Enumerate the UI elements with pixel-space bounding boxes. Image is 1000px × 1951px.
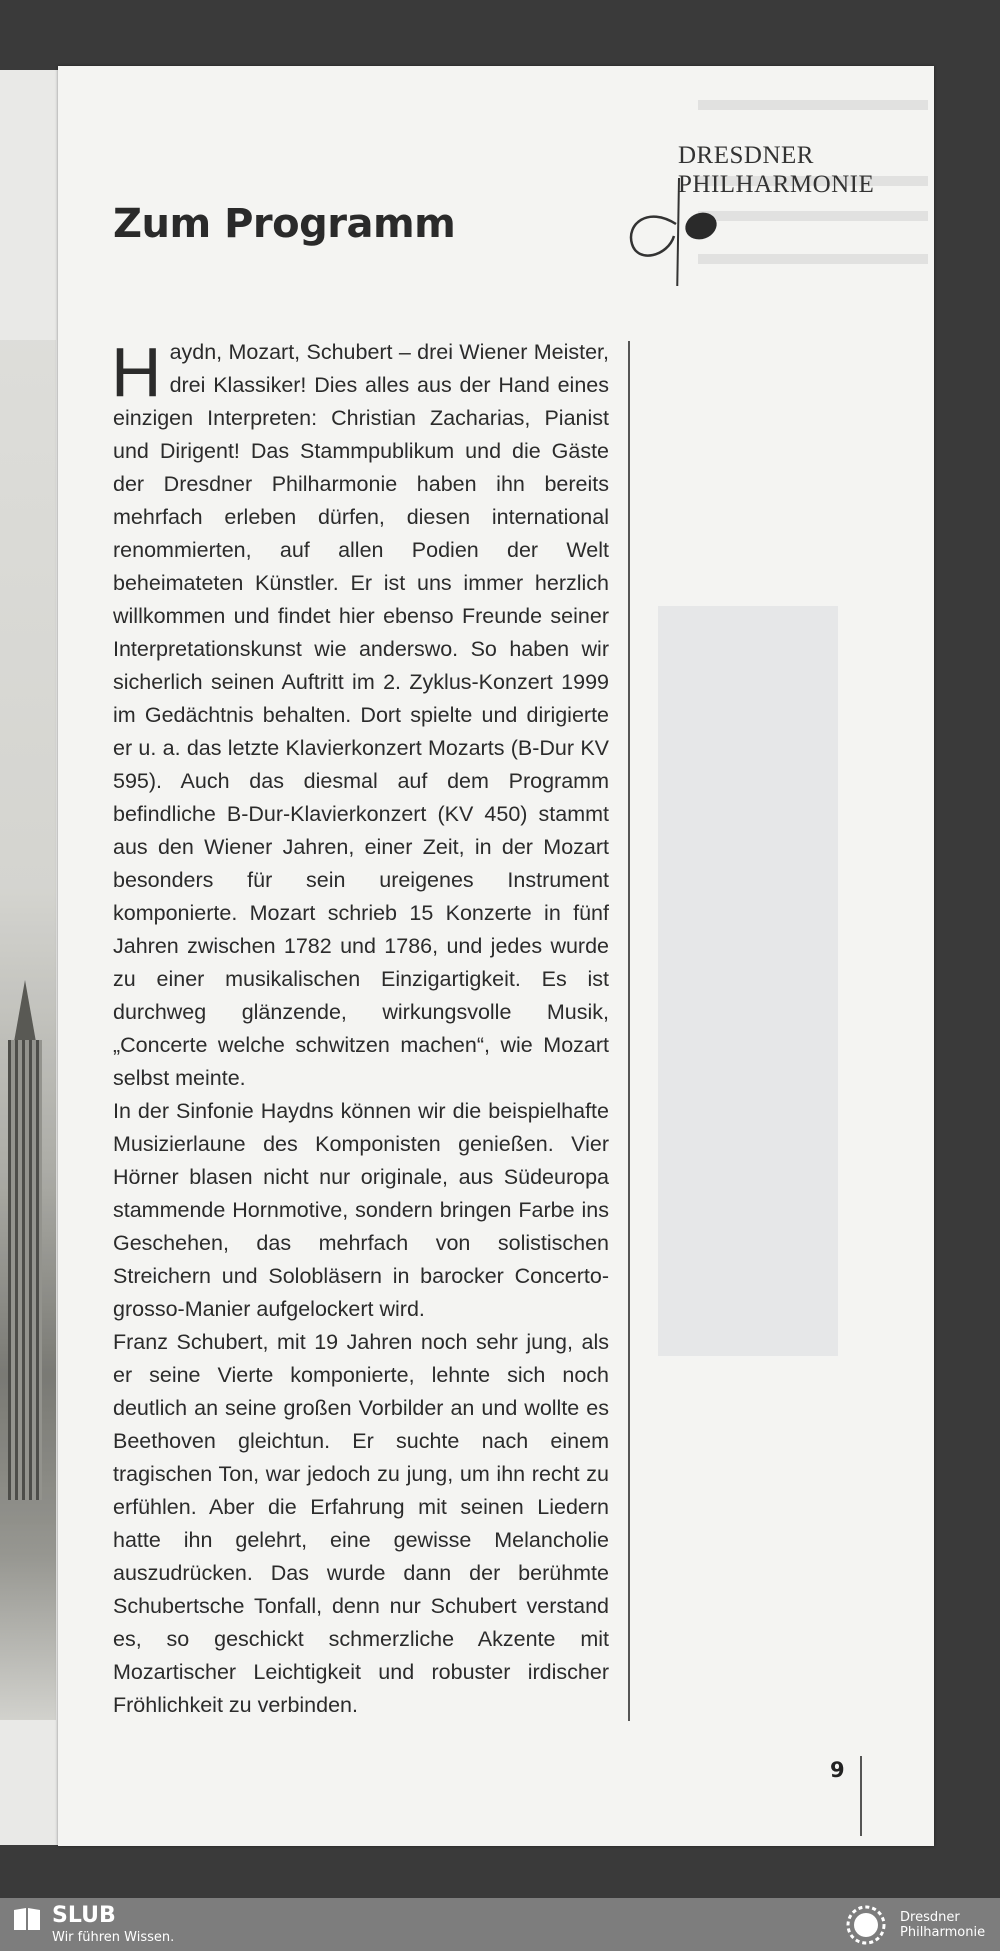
bleed-through-portrait [658, 606, 838, 1356]
page-number: 9 [830, 1758, 845, 1782]
library-tagline: Wir führen Wissen. [52, 1930, 175, 1945]
paragraph-1 [111, 333, 609, 1095]
drop-cap: H [111, 333, 162, 411]
church-spire [14, 980, 36, 1042]
article-body [111, 333, 609, 1722]
paragraph-1-text: aydn, Mozart, Schubert – drei Wiener Meister, drei Klassiker! Dies alles aus der Hand eines einzigen Interpreten: Christian Zacharias, Pianist und Dirigent! Das Stammpublikum und die Gäste der Dresdner Philharmonie haben ihn bereits mehrfach erleben dürfen, diesen international renommierten, auf allen Podien der Welt beheimateten Künstler. Er ist uns immer herzlich willkommen und findet hier ebenso Freunde seiner Interpretationskunst wie anderswo. So haben wir sicherlich seinen Auftritt im 2. Zyklus-Konzert 1999 im Gedächtnis behalten. Dort spielte und dirigierte er u. a. das letzte Klavierkonzert Mozarts (B-Dur KV 595). Auch das diesmal auf dem Programm befindliche B-Dur-Klavierkonzert (KV 450) stammt aus den Wiener Jahren, einer Zeit, in der Mozart besonders für sein ureigenes Instrument komponierte. Mozart schrieb 15 Konzerte in fünf Jahren zwischen 1782 und 1786, und jedes wurde zu einer musikalischen Einzigartigkeit. Es ist durchweg glänzende, wirkungsvolle Musik, „Concerte welche schwitzen machen“, wie Mozart selbst meinte. [113, 340, 609, 1090]
church-tower [8, 1040, 42, 1500]
page-number-rule [860, 1756, 862, 1836]
logo-line-1: DRESDNER [678, 142, 814, 169]
paragraph-3: Franz Schubert, mit 19 Jahren noch sehr jung, als er seine Vierte komponierte, lehnte sich noch deutlich an seine großen Vorbilder an und wollte es Beethoven gleichtun. Er suchte nach einem tragischen Ton, war jedoch zu jung, um ihn recht zu erfühlen. Aber die Erfahrung mit seinen Liedern hatte ihn gelehrt, eine gewisse Melancholie auszudrücken. Das wurde dann der berühmte Schubertsche Tonfall, denn nur Schubert verstand es, so geschickt schmerzliche Akzente mit Mozartischer Leichtigkeit und robuster irdischer Fröhlichkeit zu verbinden. [113, 1330, 609, 1717]
partner-name: Dresdner Philharmonie [900, 1910, 986, 1940]
engraving-illustration [0, 340, 56, 1720]
page-title: Zum Programm [113, 201, 456, 247]
facing-page-edge [0, 70, 60, 1845]
logo-line-2: PHILHARMONIE [678, 171, 875, 198]
program-page [58, 66, 934, 1846]
philharmonie-emblem-icon[interactable] [843, 1902, 889, 1948]
logo-wordmark [678, 141, 874, 199]
paragraph-2: In der Sinfonie Haydns können wir die beispielhafte Musizierlaune des Komponisten genießen. Vier Hörner blasen nicht nur originale, aus Südeuropa stammende Hornmotive, sondern bringen Farbe ins Geschehen, das mehrfach von solistischen Streichern und Solobläsern in barocker Concerto-grosso-Manier aufgelockert wird. [113, 1099, 609, 1321]
library-name[interactable]: SLUB [52, 1903, 116, 1928]
book-icon [12, 1906, 42, 1932]
viewer-footer [0, 1898, 1000, 1951]
column-divider [628, 341, 630, 1721]
